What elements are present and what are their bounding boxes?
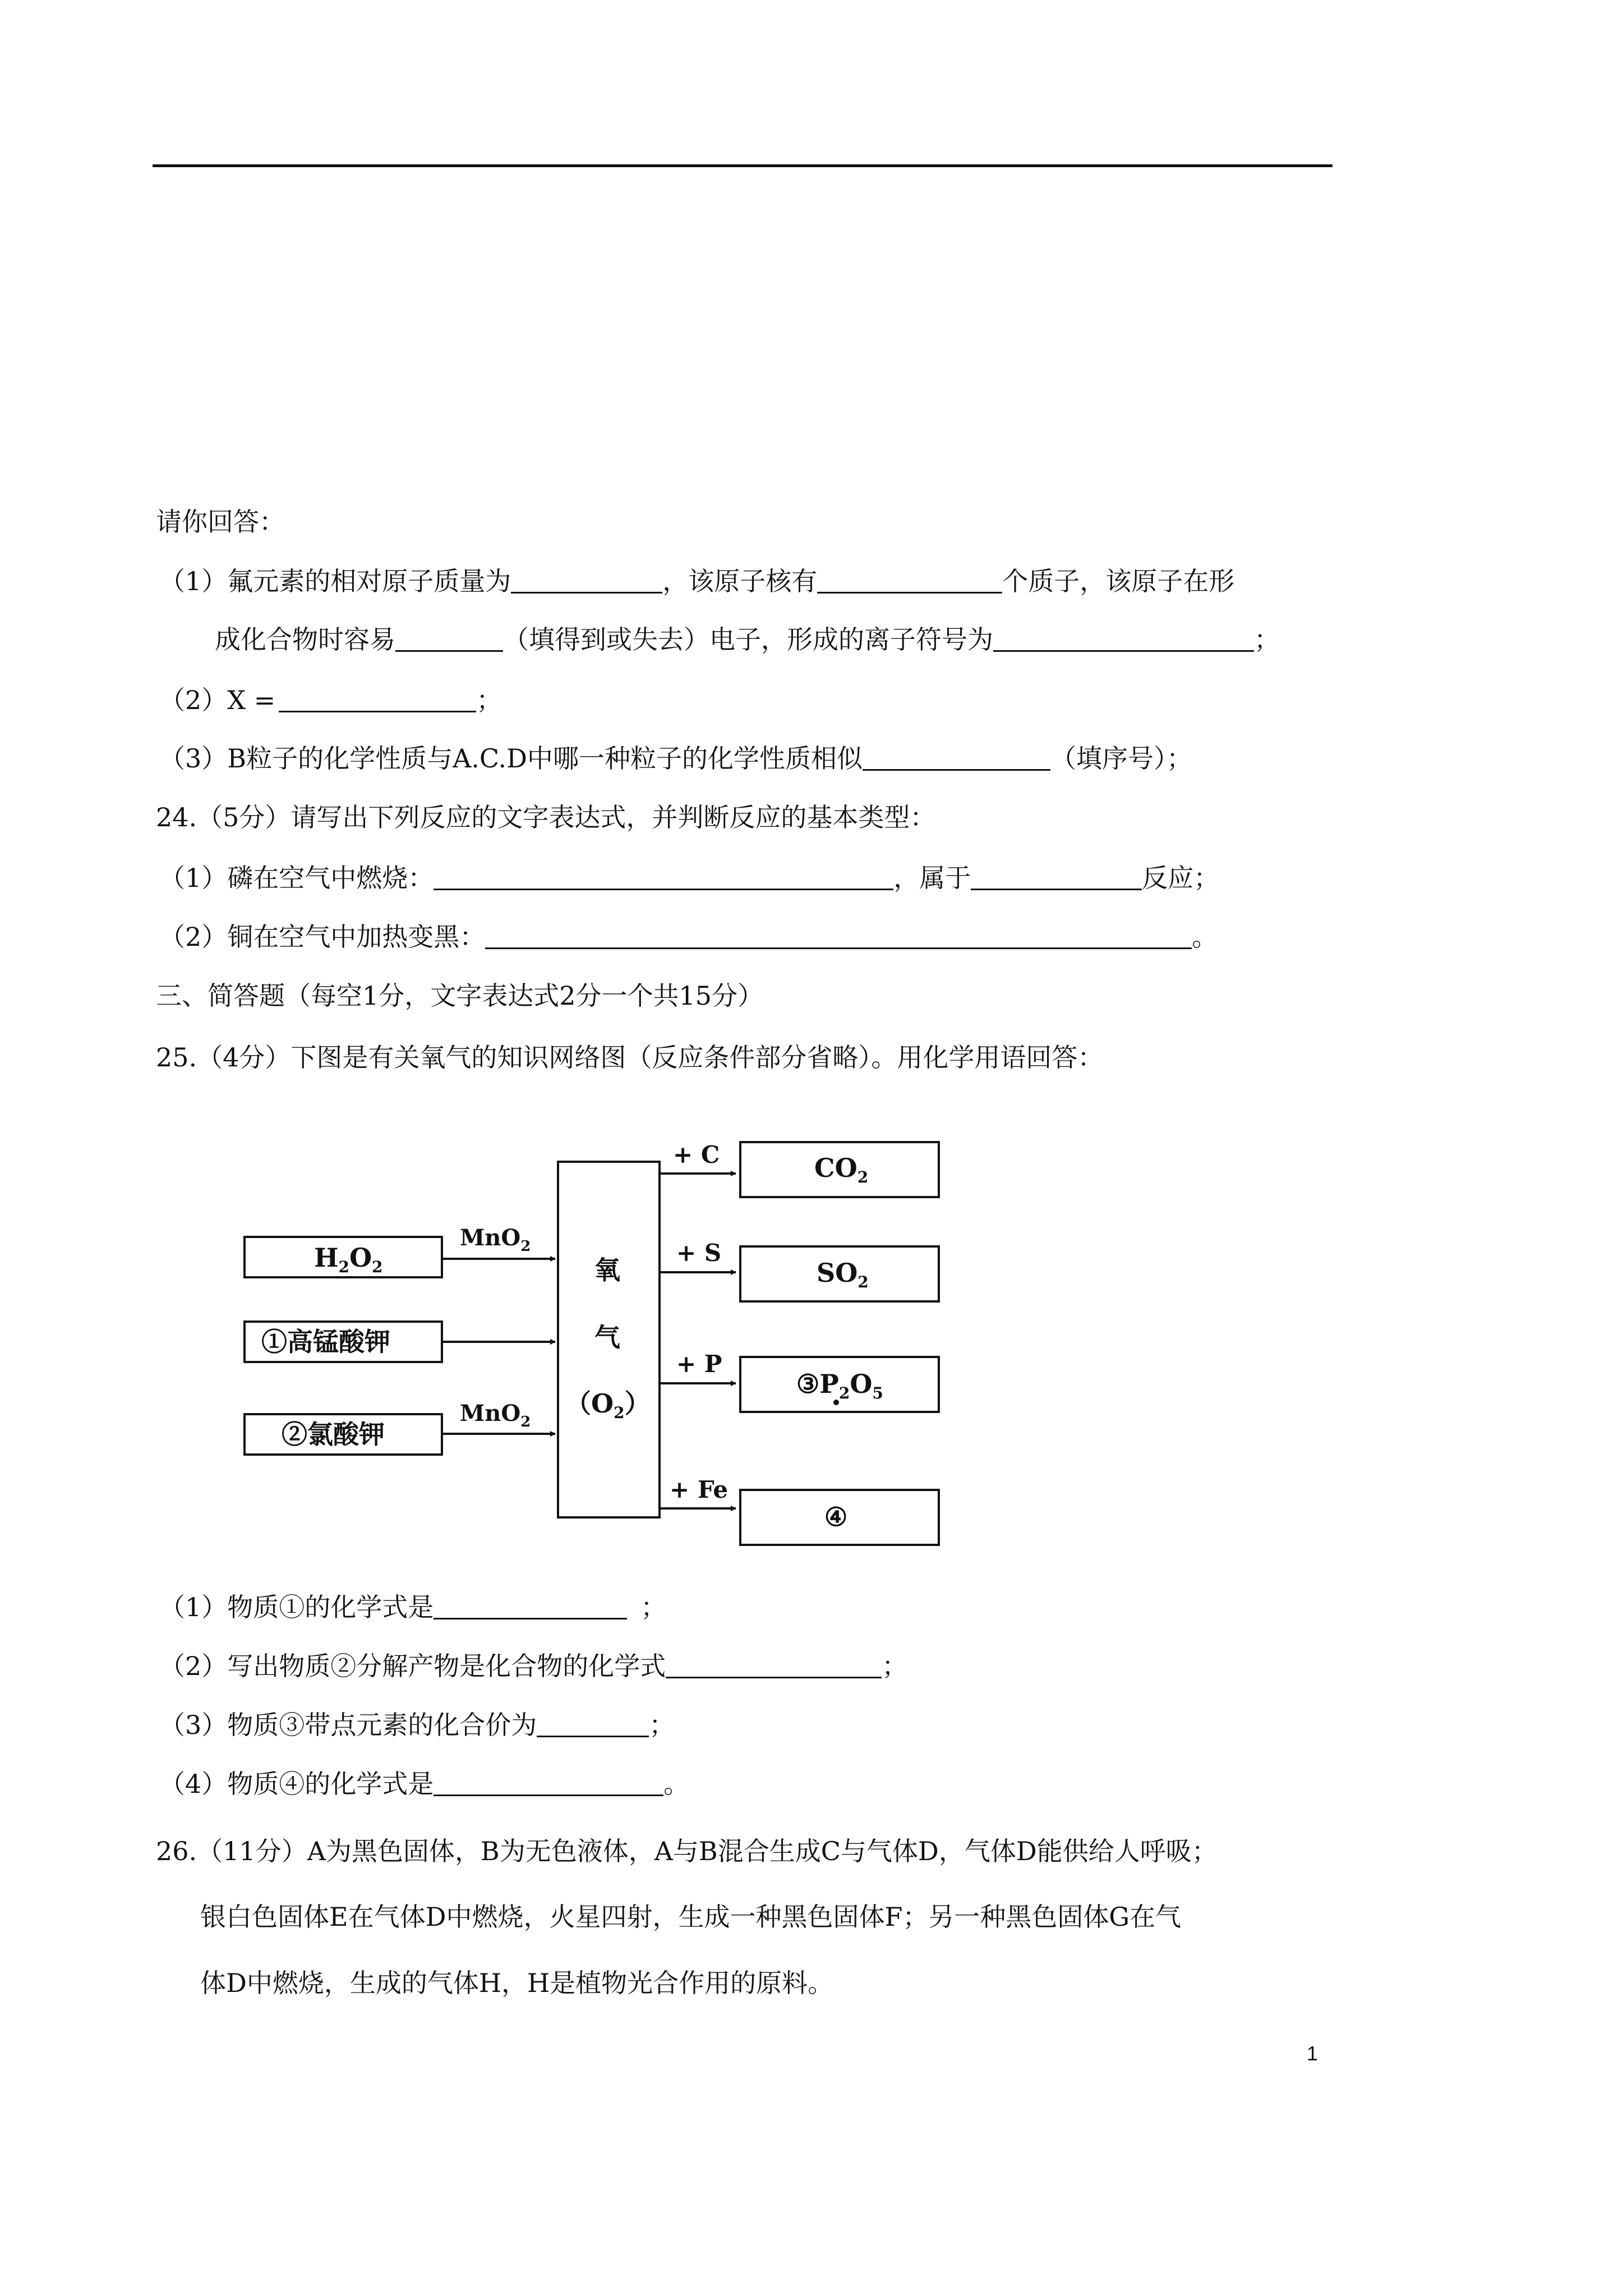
label-plus-c: + C <box>673 1141 720 1168</box>
q24-p1-text-c: 反应； <box>1142 863 1220 893</box>
q25-p1-text-a: （1）物质①的化学式是 <box>159 1592 434 1622</box>
label-kmno4: ①高锰酸钾 <box>261 1327 390 1357</box>
q24-p1-text-b: ，属于 <box>893 863 971 893</box>
q25-blank-formula4[interactable] <box>434 1769 663 1796</box>
q24-p2-text-b: 。 <box>1192 922 1218 952</box>
q23-p1-text-d: 成化合物时容易 <box>215 624 395 655</box>
label-mno2-bottom: MnO$_2$ <box>460 1400 531 1430</box>
q23-p2-text-b: ； <box>476 685 502 715</box>
q24-p1-text-a: （1）磷在空气中燃烧： <box>159 863 434 893</box>
page-number: 1 <box>1307 2042 1318 2065</box>
q25-p4-text-a: （4）物质④的化学式是 <box>159 1769 434 1799</box>
q25-part1 <box>159 1590 666 1624</box>
q23-p2-text-a: （2）X = <box>159 685 276 715</box>
q25-p1-text-b: ； <box>640 1592 667 1622</box>
q23-p3-text-b: （填序号）； <box>1050 743 1192 774</box>
q24-title: 24.（5分）请写出下列反应的文字表达式，并判断反应的基本类型： <box>156 802 936 832</box>
q26-line3: 体D中燃烧，生成的气体H，H是植物光合作用的原料。 <box>200 1968 834 1998</box>
q23-p3-text-a: （3）B粒子的化学性质与A.C.D中哪一种粒子的化学性质相似 <box>159 743 863 774</box>
q25-p2-text-b: ； <box>882 1651 908 1681</box>
label-mno2-top: MnO$_2$ <box>460 1225 531 1255</box>
label-so2: $SO_2$ <box>817 1258 869 1291</box>
q23-p1-text-b: ，该原子核有 <box>662 566 818 596</box>
q25-p2-text-a: （2）写出物质②分解产物是化合物的化学式 <box>159 1651 666 1681</box>
q26-line1: 26.（11分）A为黑色固体，B为无色液体，A与B混合生成C与气体D，气体D能供给人呼吸； <box>156 1836 1218 1866</box>
label-h2o2: $H_2O_2$ <box>314 1243 383 1276</box>
emphasis-dot <box>833 1400 839 1405</box>
q25-part2 <box>159 1649 907 1683</box>
q25-part4 <box>159 1767 689 1801</box>
q24-p2-text-a: （2）铜在空气中加热变黑： <box>159 922 486 952</box>
label-kclo3: ②氯酸钾 <box>282 1419 385 1450</box>
q25-blank-valence[interactable] <box>537 1710 649 1737</box>
label-plus-fe: + Fe <box>670 1476 728 1503</box>
intro-text: 请你回答： <box>156 507 285 537</box>
label-plus-p: + P <box>676 1350 722 1378</box>
q26-line2: 银白色固体E在气体D中燃烧，火星四射，生成一种黑色固体F；另一种黑色固体G在气 <box>200 1902 1182 1932</box>
q25-part3 <box>159 1708 675 1742</box>
q23-p1-text-e: （填得到或失去）电子，形成的离子符号为 <box>503 624 993 655</box>
label-oxygen-1: 氧 <box>594 1255 620 1285</box>
label-oxygen-2: 气 <box>594 1322 620 1352</box>
label-fe-product: ④ <box>824 1502 848 1532</box>
q25-p3-text-a: （3）物质③带点元素的化合价为 <box>159 1710 537 1740</box>
q23-p1-text-a: （1）氟元素的相对原子质量为 <box>159 566 511 596</box>
label-co2: $CO_2$ <box>814 1153 869 1186</box>
label-p2o5: $③P_2O_5$ <box>796 1369 883 1402</box>
q23-p1-text-c: 个质子，该原子在形 <box>1002 566 1235 596</box>
q25-blank-formula1[interactable] <box>434 1592 627 1619</box>
label-plus-s: + S <box>676 1239 722 1267</box>
q25-p4-text-b: 。 <box>663 1769 690 1799</box>
q23-p1-text-f: ； <box>1254 624 1280 655</box>
q25-title: 25.（4分）下图是有关氧气的知识网络图（反应条件部分省略）。用化学用语回答： <box>156 1042 1104 1073</box>
q25-blank-formula2[interactable] <box>666 1651 882 1678</box>
q25-p3-text-b: ； <box>649 1710 675 1740</box>
label-oxygen-3: $(O_2)$ <box>565 1388 651 1422</box>
section3-heading: 三、简答题（每空1分，文字表达式2分一个共15分） <box>156 981 764 1011</box>
